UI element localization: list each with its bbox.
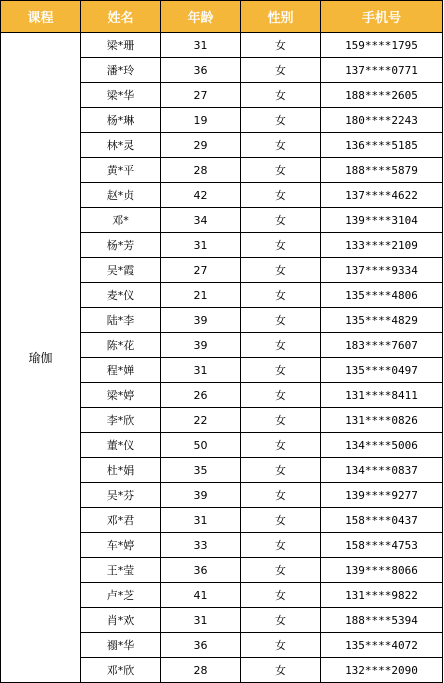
age-cell: 31 (161, 233, 241, 258)
gender-cell: 女 (241, 533, 321, 558)
phone-cell: 135****0497 (321, 358, 443, 383)
name-cell: 邓* (81, 208, 161, 233)
gender-cell: 女 (241, 633, 321, 658)
phone-cell: 135****4806 (321, 283, 443, 308)
age-cell: 21 (161, 283, 241, 308)
name-cell: 车*婷 (81, 533, 161, 558)
age-cell: 39 (161, 483, 241, 508)
table-row (1, 33, 443, 58)
header-phone: 手机号 (321, 1, 443, 33)
gender-cell: 女 (241, 158, 321, 183)
age-cell: 41 (161, 583, 241, 608)
phone-cell: 158****4753 (321, 533, 443, 558)
phone-cell: 137****0771 (321, 58, 443, 83)
gender-cell: 女 (241, 108, 321, 133)
age-cell: 31 (161, 608, 241, 633)
age-cell: 27 (161, 83, 241, 108)
name-cell: 梁*婷 (81, 383, 161, 408)
phone-cell: 131****0826 (321, 408, 443, 433)
name-cell: 陆*李 (81, 308, 161, 333)
name-cell: 赵*贞 (81, 183, 161, 208)
phone-cell: 159****1795 (321, 33, 443, 58)
age-cell: 27 (161, 258, 241, 283)
age-cell: 31 (161, 508, 241, 533)
name-cell: 林*灵 (81, 133, 161, 158)
gender-cell: 女 (241, 358, 321, 383)
gender-cell: 女 (241, 58, 321, 83)
age-cell: 31 (161, 358, 241, 383)
header-gender: 性别 (241, 1, 321, 33)
gender-cell: 女 (241, 408, 321, 433)
name-cell: 李*欣 (81, 408, 161, 433)
gender-cell: 女 (241, 33, 321, 58)
age-cell: 39 (161, 308, 241, 333)
gender-cell: 女 (241, 558, 321, 583)
gender-cell: 女 (241, 458, 321, 483)
gender-cell: 女 (241, 133, 321, 158)
age-cell: 28 (161, 158, 241, 183)
phone-cell: 137****9334 (321, 258, 443, 283)
gender-cell: 女 (241, 658, 321, 683)
phone-cell: 188****5394 (321, 608, 443, 633)
phone-cell: 180****2243 (321, 108, 443, 133)
gender-cell: 女 (241, 333, 321, 358)
name-cell: 陈*花 (81, 333, 161, 358)
course-cell: 瑜伽 (1, 33, 81, 683)
gender-cell: 女 (241, 308, 321, 333)
phone-cell: 136****5185 (321, 133, 443, 158)
name-cell: 黄*平 (81, 158, 161, 183)
age-cell: 22 (161, 408, 241, 433)
gender-cell: 女 (241, 483, 321, 508)
gender-cell: 女 (241, 433, 321, 458)
age-cell: 33 (161, 533, 241, 558)
phone-cell: 188****5879 (321, 158, 443, 183)
name-cell: 梁*华 (81, 83, 161, 108)
phone-cell: 137****4622 (321, 183, 443, 208)
name-cell: 卢*芝 (81, 583, 161, 608)
name-cell: 麦*仪 (81, 283, 161, 308)
name-cell: 潘*玲 (81, 58, 161, 83)
age-cell: 28 (161, 658, 241, 683)
name-cell: 杨*芳 (81, 233, 161, 258)
age-cell: 26 (161, 383, 241, 408)
header-course: 课程 (1, 1, 81, 33)
age-cell: 42 (161, 183, 241, 208)
header-name: 姓名 (81, 1, 161, 33)
name-cell: 邓*欣 (81, 658, 161, 683)
name-cell: 吴*芬 (81, 483, 161, 508)
age-cell: 29 (161, 133, 241, 158)
age-cell: 36 (161, 633, 241, 658)
name-cell: 肖*欢 (81, 608, 161, 633)
phone-cell: 188****2605 (321, 83, 443, 108)
age-cell: 36 (161, 58, 241, 83)
phone-cell: 132****2090 (321, 658, 443, 683)
phone-cell: 135****4072 (321, 633, 443, 658)
gender-cell: 女 (241, 233, 321, 258)
age-cell: 50 (161, 433, 241, 458)
name-cell: 梁*珊 (81, 33, 161, 58)
age-cell: 35 (161, 458, 241, 483)
gender-cell: 女 (241, 283, 321, 308)
name-cell: 程*婵 (81, 358, 161, 383)
name-cell: 禤*华 (81, 633, 161, 658)
phone-cell: 135****4829 (321, 308, 443, 333)
name-cell: 吴*霞 (81, 258, 161, 283)
gender-cell: 女 (241, 508, 321, 533)
age-cell: 31 (161, 33, 241, 58)
age-cell: 19 (161, 108, 241, 133)
name-cell: 董*仪 (81, 433, 161, 458)
gender-cell: 女 (241, 208, 321, 233)
gender-cell: 女 (241, 183, 321, 208)
name-cell: 王*莹 (81, 558, 161, 583)
phone-cell: 158****0437 (321, 508, 443, 533)
phone-cell: 134****5006 (321, 433, 443, 458)
name-cell: 邓*君 (81, 508, 161, 533)
phone-cell: 131****9822 (321, 583, 443, 608)
name-cell: 杜*娟 (81, 458, 161, 483)
age-cell: 34 (161, 208, 241, 233)
name-cell: 杨*琳 (81, 108, 161, 133)
header-row (1, 1, 443, 33)
phone-cell: 134****0837 (321, 458, 443, 483)
phone-cell: 131****8411 (321, 383, 443, 408)
phone-cell: 139****9277 (321, 483, 443, 508)
gender-cell: 女 (241, 583, 321, 608)
phone-cell: 139****8066 (321, 558, 443, 583)
age-cell: 36 (161, 558, 241, 583)
gender-cell: 女 (241, 83, 321, 108)
gender-cell: 女 (241, 383, 321, 408)
gender-cell: 女 (241, 608, 321, 633)
header-age: 年龄 (161, 1, 241, 33)
gender-cell: 女 (241, 258, 321, 283)
phone-cell: 133****2109 (321, 233, 443, 258)
phone-cell: 139****3104 (321, 208, 443, 233)
phone-cell: 183****7607 (321, 333, 443, 358)
age-cell: 39 (161, 333, 241, 358)
